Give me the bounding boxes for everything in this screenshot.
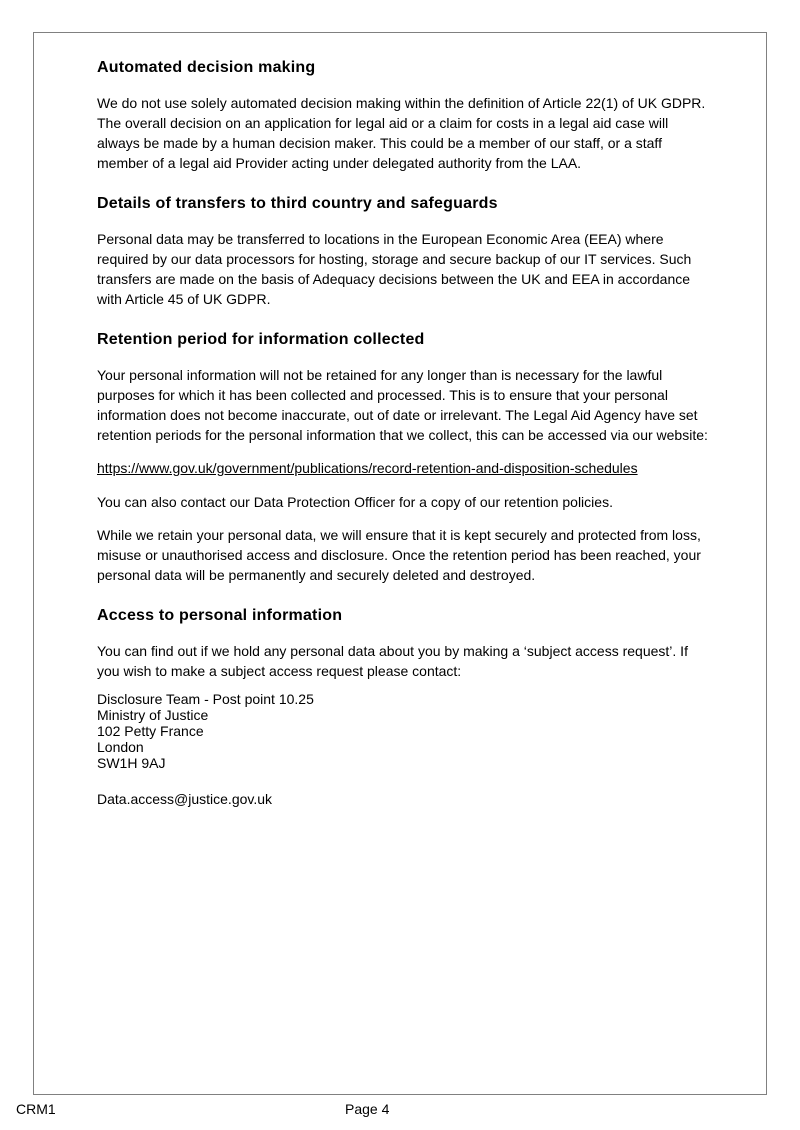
section-heading-third-country-transfers: Details of transfers to third country and safeguards [97,195,498,212]
transfers-paragraph: Personal data may be transferred to locations in the European Economic Area (EEA) where required by our data processors for hosting, storage and secure backup of our IT services. Such transfers are made on the basis of Adequacy decisions between the UK and EEA in accordance with Article 45 of UK GDPR. [97,231,692,307]
document-border-box [33,32,767,1095]
retention-link-row [97,458,708,479]
section-heading-automated-decision-making: Automated decision making [97,59,316,76]
address-block [97,691,708,771]
section-heading-retention-period: Retention period for information collected [97,331,425,348]
secure-retention-paragraph: While we retain your personal data, we will ensure that it is kept securely and protected from loss, misuse or unauthorised access and disclosure. Once the retention period has been reached, your personal data will be permanently and securely deleted and destroyed. [97,527,701,583]
retention-paragraph: Your personal information will not be retained for any longer than is necessary for the lawful purposes for which it has been collected and processed. This is to ensure that your personal information does not become inaccurate, out of date or irrelevant. The Legal Aid Agency have set retention periods for the personal information that we collect, this can be accessed via our website: [97,367,708,443]
data-protection-officer-paragraph: You can also contact our Data Protection Officer for a copy of our retention policies. [97,494,613,510]
address-line-ministry: Ministry of Justice [97,707,209,723]
address-line-city: London [97,739,144,755]
subject-access-request-paragraph: You can find out if we hold any personal data about you by making a ‘subject access request’. If you wish to make a subject access request please contact: [97,643,688,679]
address-line-team: Disclosure Team - Post point 10.25 [97,691,314,707]
address-line-street: 102 Petty France [97,723,204,739]
address-line-postcode: SW1H 9AJ [97,755,166,771]
page-footer [0,1099,800,1121]
contact-email-address: Data.access@justice.gov.uk [97,791,273,807]
footer-form-code: CRM1 [16,1101,56,1117]
automated-decision-paragraph: We do not use solely automated decision making within the definition of Article 22(1) of UK GDPR. The overall decision on an application for legal aid or a claim for costs in a legal aid case will always be made by a human decision maker. This could be a member of our staff, or a staff member of a legal aid Provider acting under delegated authority from the LAA. [97,95,706,171]
retention-schedules-link[interactable]: https://www.gov.uk/government/publications/record-retention-and-disposition-schedules [97,460,638,476]
footer-page-number: Page 4 [345,1101,390,1117]
section-heading-access-to-personal-information: Access to personal information [97,607,343,624]
